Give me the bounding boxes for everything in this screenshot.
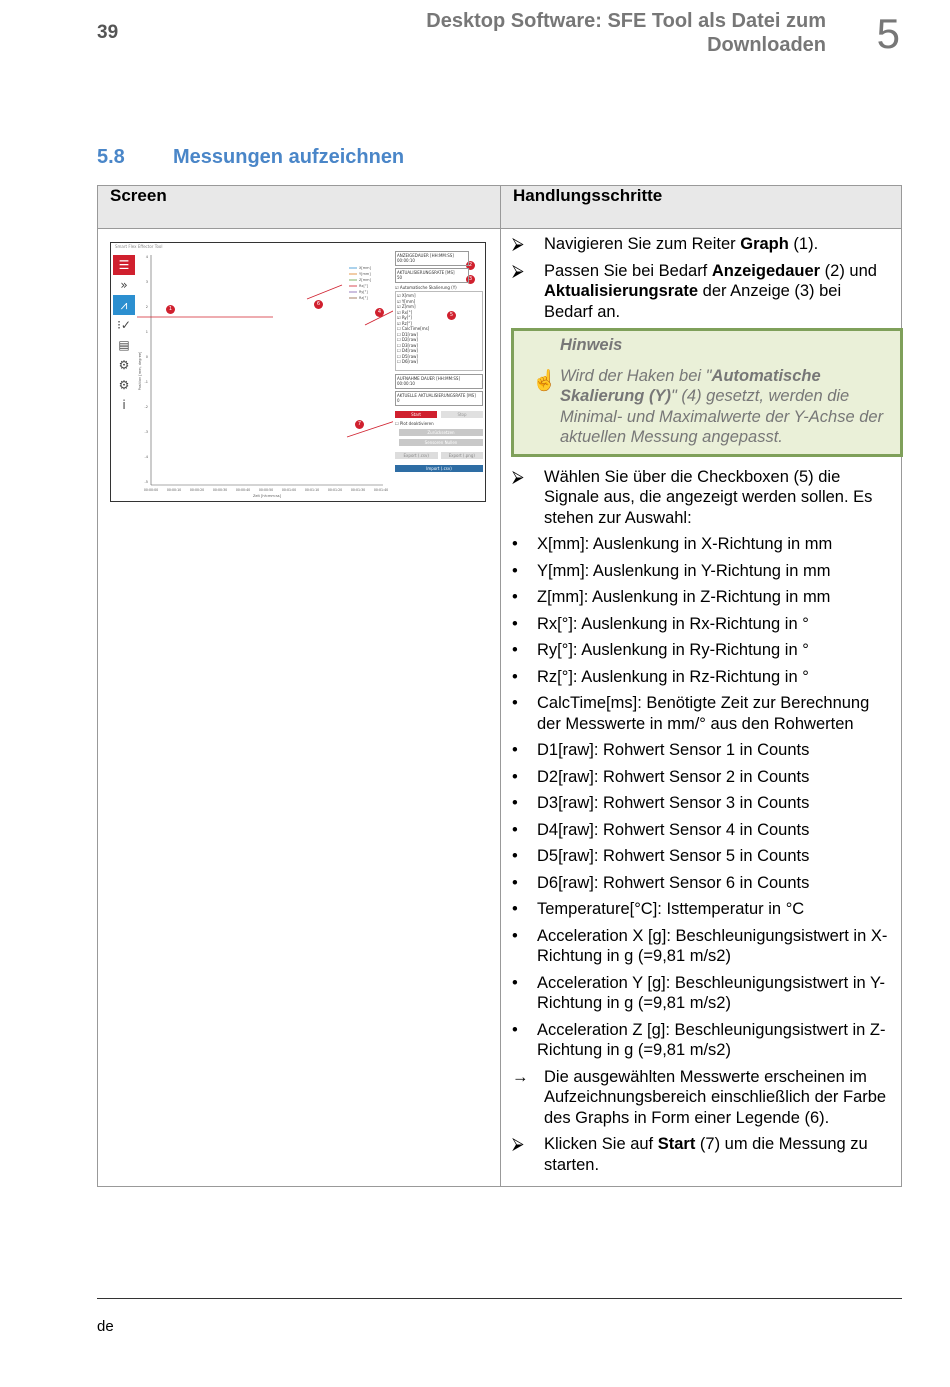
signal-checkbox-list — [395, 291, 483, 371]
signal-bullet: • Temperature[°C]: Isttemperatur in °C — [512, 900, 805, 918]
y-tick-label: 0 — [145, 355, 148, 359]
y-tick-label: -2 — [144, 405, 148, 409]
x-tick-label: 00:01:00 — [281, 488, 297, 492]
signal-checkbox: ☐ D2[raw] — [397, 337, 418, 342]
signal-bullet-list — [511, 534, 893, 1061]
x-tick-label: 00:01:20 — [327, 488, 343, 492]
app-sidebar — [113, 255, 135, 499]
callout-7: 7 — [355, 420, 364, 429]
legend-label: Z[mm] — [359, 278, 371, 282]
callout-2: 2 — [466, 261, 475, 270]
signal-bullet: • D3[raw]: Rohwert Sensor 3 in Counts — [512, 794, 810, 812]
signal-checkbox: ☐ D5[raw] — [397, 353, 418, 359]
signal-bullet: • Acceleration X [g]: Beschleunigungsistwert in X-Richtung in g (=9,81 m/s2) — [512, 926, 888, 965]
signal-bullet: • Z[mm]: Auslenkung in Z-Richtung in mm — [512, 588, 831, 606]
signal-checkbox: ☐ D1[raw] — [397, 331, 418, 337]
hint-box — [511, 328, 903, 457]
screenshot-cell — [98, 229, 501, 1187]
x-tick-label: 00:00:10 — [166, 488, 182, 492]
graph-icon: ⩘ — [113, 295, 135, 315]
x-tick-label: 00:01:30 — [350, 488, 366, 492]
legend-label: Ry[°] — [359, 290, 368, 294]
column-header-screen: Screen — [98, 186, 501, 229]
y-tick-label: 3 — [145, 280, 148, 284]
y-tick-label: -4 — [144, 455, 148, 459]
y-tick-label: -3 — [144, 430, 148, 434]
record-duration-field: AUFNAHME DAUER [HH:MM:SS] 00:00:10 — [395, 374, 483, 389]
signal-bullet: • X[mm]: Auslenkung in X-Richtung in mm — [512, 535, 833, 553]
pointing-hand-icon: ☝ — [532, 370, 557, 392]
reset-button: Zurücksetzen — [399, 429, 483, 436]
settings-gear-icon: ⚙ — [118, 358, 130, 372]
chapter-number: 5 — [876, 10, 900, 57]
signal-checkbox: ☑ Ry[°] — [397, 315, 412, 320]
signal-checkbox: ☑ X[mm] — [397, 293, 416, 298]
stop-button: Stop — [441, 411, 483, 418]
legend-label: Rz[°] — [359, 296, 368, 300]
running-title: Desktop Software: SFE Tool als Datei zum Downloaden — [426, 10, 826, 56]
signal-bullet: • D6[raw]: Rohwert Sensor 6 in Counts — [512, 873, 810, 892]
step-2: ⮚ Passen Sie bei Bedarf Anzeigedauer (2) und Aktualisierungsrate der Anzeige (3) bei Bedarf an. — [512, 261, 877, 321]
instruction-table — [97, 185, 902, 1187]
section-heading — [97, 146, 404, 169]
signal-bullet: • D1[raw]: Rohwert Sensor 1 in Counts — [512, 741, 810, 759]
signal-checkbox: ☑ Z[mm] — [397, 304, 416, 309]
steps-cell — [501, 229, 902, 1187]
app-titlebar: Smart Flex Effector Tool — [115, 244, 163, 249]
signal-bullet: • CalcTime[ms]: Benötigte Zeit zur Berechnung der Messwerte in mm/° aus den Rohwerten — [512, 694, 870, 733]
callout-6: 6 — [314, 300, 323, 309]
plot-disable-checkbox: ☐ Plot deaktivieren — [395, 421, 434, 426]
graph-plot — [137, 251, 393, 499]
hint-title: Hinweis — [560, 336, 623, 354]
x-tick-label: 00:01:10 — [304, 488, 320, 492]
column-header-steps: Handlungsschritte — [501, 186, 902, 229]
callout-4: 4 — [375, 308, 384, 317]
chevrons-right-icon: » — [120, 278, 128, 292]
x-tick-label: 00:01:40 — [373, 488, 389, 492]
signal-checkbox: ☐ CalcTime[ms] — [397, 326, 430, 331]
app-settings-panel — [395, 251, 483, 499]
export-png-button: Export (.png) — [441, 452, 484, 459]
signal-bullet: • Rz[°]: Auslenkung in Rz-Richtung in ° — [512, 667, 809, 686]
y-tick-label: -5 — [144, 480, 148, 484]
record-rate-field: AKTUELLE AKTUALISIERUNGSRATE [MS] 0 — [395, 391, 483, 406]
display-duration-field: ANZEIGEDAUER [HH:MM:SS] 00:00:10 — [395, 251, 469, 266]
import-csv-button: Import (.csv) — [395, 465, 483, 472]
step-start: ⮚ Klicken Sie auf Start (7) um die Messung zu starten. — [512, 1135, 868, 1174]
section-title: Messungen aufzeichnen — [173, 146, 405, 168]
step-1: ⮚ Navigieren Sie zum Reiter Graph (1). — [512, 235, 819, 253]
y-axis-label: Position [mm, degree] — [138, 351, 142, 391]
zero-sensors-button: Sensoren Nullen — [399, 439, 483, 446]
signal-bullet: • Ry[°]: Auslenkung in Ry-Richtung in ° — [512, 641, 809, 659]
x-tick-label: 00:00:20 — [189, 488, 205, 492]
hint-text: Wird der Haken bei "Automatische Skalierung (Y)" (4) gesetzt, werden die Minimal- und Maximalwerte der Y-Achse der aktuellen Messung angepasst. — [560, 366, 884, 446]
signal-checkbox: ☐ D3[raw] — [397, 342, 418, 348]
x-tick-label: 00:00:40 — [235, 488, 251, 492]
checklist-icon: ⁝✓ — [117, 318, 131, 332]
signal-bullet: • Rx[°]: Auslenkung in Rx-Richtung in ° — [512, 614, 809, 633]
x-tick-label: 00:00:30 — [212, 488, 228, 492]
document-icon: ▤ — [118, 338, 130, 352]
signal-bullet: • D2[raw]: Rohwert Sensor 2 in Counts — [512, 767, 810, 786]
legend-label: X[mm] — [359, 266, 371, 270]
signal-bullet: • Y[mm]: Auslenkung in Y-Richtung in mm — [512, 561, 831, 580]
signal-bullet: • Acceleration Y [g]: Beschleunigungsistwert in Y- Richtung in g (=9,81 m/s2) — [512, 973, 885, 1012]
signal-checkbox: ☑ Rx[°] — [397, 309, 413, 315]
legend-label: Rx[°] — [359, 284, 368, 288]
info-icon: i — [122, 398, 126, 412]
callout-5: 5 — [447, 311, 456, 320]
footer-rule — [97, 1298, 902, 1299]
y-tick-label: 2 — [145, 305, 148, 309]
menu-icon: ☰ — [113, 255, 135, 275]
gear-icon: ⚙ — [118, 378, 130, 392]
app-screenshot — [110, 242, 486, 502]
section-number: 5.8 — [97, 146, 125, 168]
y-tick-label: 1 — [145, 330, 148, 334]
step-result: → Die ausgewählten Messwerte erscheinen im Aufzeichnungsbereich einschließlich der Farbe des Graphs in Form einer Legende (6). — [512, 1067, 887, 1127]
signal-checkbox: ☐ D4[raw] — [397, 348, 418, 353]
step-3: ⮚ Wählen Sie über die Checkboxen (5) die Signale aus, die angezeigt werden sollen. Es stehen zur Auswahl: — [512, 467, 873, 527]
start-button: Start — [395, 411, 437, 418]
signal-checkbox: ☐ D6[raw] — [397, 359, 418, 364]
signal-checkbox: ☑ Rz[°] — [397, 320, 412, 326]
export-csv-button: Export (.csv) — [395, 452, 438, 459]
footer-language: de — [97, 1318, 114, 1335]
x-axis-label: Zeit [hh:mm:ss] — [253, 494, 281, 498]
x-tick-label: 00:00:50 — [258, 488, 274, 492]
callout-1: 1 — [166, 305, 175, 314]
update-rate-field: AKTUALISIERUNGSRATE [MS] 50 — [395, 268, 469, 283]
legend-label: Y[mm] — [359, 272, 371, 276]
signal-checkbox: ☑ Y[mm] — [397, 298, 416, 304]
signal-bullet: • Acceleration Z [g]: Beschleunigungsistwert in Z- Richtung in g (=9,81 m/s2) — [512, 1020, 886, 1059]
signal-bullet: • D4[raw]: Rohwert Sensor 4 in Counts — [512, 820, 810, 839]
page-number: 39 — [97, 22, 119, 43]
auto-scale-checkbox: ☑ Automatische Skalierung (Y) — [395, 285, 457, 290]
y-tick-label: -1 — [144, 380, 148, 384]
signal-bullet: • D5[raw]: Rohwert Sensor 5 in Counts — [512, 847, 810, 865]
x-tick-label: 00:00:00 — [143, 488, 159, 492]
y-tick-label: 4 — [145, 255, 148, 259]
callout-3: 3 — [466, 275, 475, 284]
